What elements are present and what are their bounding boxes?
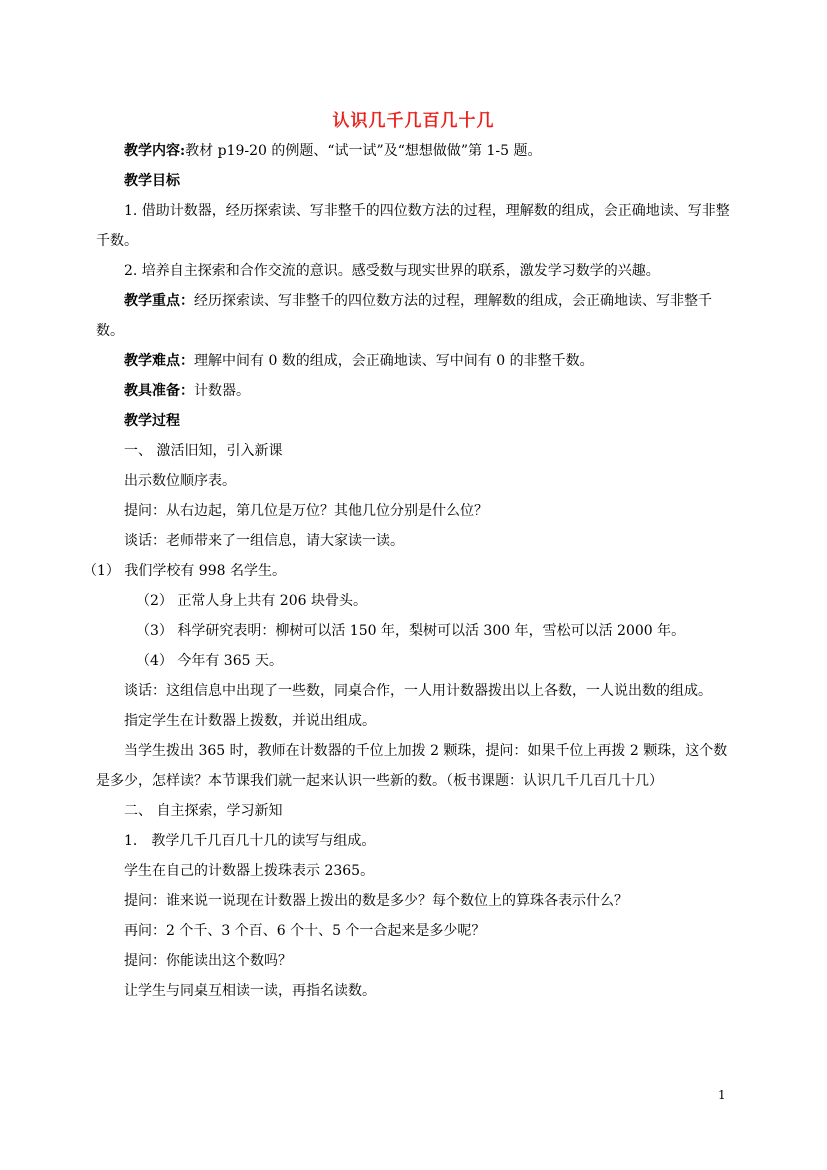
question-2-line: 提问：谁来说一说现在计数器上拨出的数是多少？每个数位上的算珠各表示什么？ xyxy=(124,893,628,909)
info-item-2: （2） 正常人身上共有 206 块骨头。 xyxy=(136,593,367,609)
objective-2: 2. 培养自主探索和合作交流的意识。感受数与现实世界的联系，激发学习数学的兴趣。 xyxy=(124,263,660,279)
page-number: 1 xyxy=(718,1088,726,1102)
teaching-content-line xyxy=(96,136,736,166)
question-1-line: 提问：从右边起，第几位是万位？其他几位分别是什么位？ xyxy=(124,503,488,519)
item-1-line: 1． 教学几千几百几十几的读写与组成。 xyxy=(124,833,376,849)
materials-text: 计数器。 xyxy=(194,383,250,399)
talk-1-line: 谈话：老师带来了一组信息，请大家读一读。 xyxy=(124,533,404,549)
info-item-3: （3） 科学研究表明：柳树可以活 150 年，梨树可以活 300 年，雪松可以活 2000 年。 xyxy=(136,623,686,639)
info-item-1: （1） 我们学校有 998 名学生。 xyxy=(83,563,286,579)
question-4-line: 提问：你能读出这个数吗？ xyxy=(124,953,292,969)
when-paragraph: 当学生拨出 365 时，教师在计数器的千位上加拨 2 颗珠，提问：如果千位上再拨 2 颗珠，这个数是多少，怎样读？本节课我们就一起来认识一些新的数。（板书课题：认识几千几百几十几） xyxy=(96,743,728,789)
show-table-line: 出示数位顺序表。 xyxy=(124,473,236,489)
info-item-4: （4） 今年有 365 天。 xyxy=(136,653,283,669)
key-point-line xyxy=(96,286,736,346)
question-3-line: 再问：2 个千、3 个百、6 个十、5 个一合起来是多少呢？ xyxy=(124,923,486,939)
section-2-heading: 二、 自主探索，学习新知 xyxy=(124,803,283,819)
teaching-content-label: 教学内容: xyxy=(124,143,186,159)
objectives-heading: 教学目标 xyxy=(124,173,180,189)
difficulty-text: 理解中间有 0 数的组成，会正确地读、写中间有 0 的非整千数。 xyxy=(194,353,594,369)
objective-1: 1. 借助计数器，经历探索读、写非整千的四位数方法的过程，理解数的组成，会正确地读、写非整千数。 xyxy=(96,203,730,249)
page-title: 认识几千几百几十几 xyxy=(332,111,495,131)
read-line: 让学生与同桌互相读一读，再指名读数。 xyxy=(124,983,376,999)
section-1-heading: 一、 激活旧知，引入新课 xyxy=(124,443,283,459)
difficulty-label: 教学难点： xyxy=(124,353,194,369)
key-point-label: 教学重点： xyxy=(124,293,194,309)
key-point-text: 经历探索读、写非整千的四位数方法的过程，理解数的组成，会正确地读、写非整千数。 xyxy=(96,293,712,339)
teaching-content-text: 教材 p19-20 的例题、“试一试”及“想想做做”第 1-5 题。 xyxy=(185,143,542,159)
assign-line: 指定学生在计数器上拨数，并说出组成。 xyxy=(124,713,376,729)
student-line: 学生在自己的计数器上拨珠表示 2365。 xyxy=(124,863,375,879)
document-body xyxy=(83,136,736,1006)
difficulty-line xyxy=(96,346,736,376)
materials-line xyxy=(96,376,736,406)
process-heading: 教学过程 xyxy=(124,413,180,429)
materials-label: 教具准备： xyxy=(124,383,194,399)
talk-2-line: 谈话：这组信息中出现了一些数，同桌合作，一人用计数器拨出以上各数，一人说出数的组成。 xyxy=(124,683,712,699)
